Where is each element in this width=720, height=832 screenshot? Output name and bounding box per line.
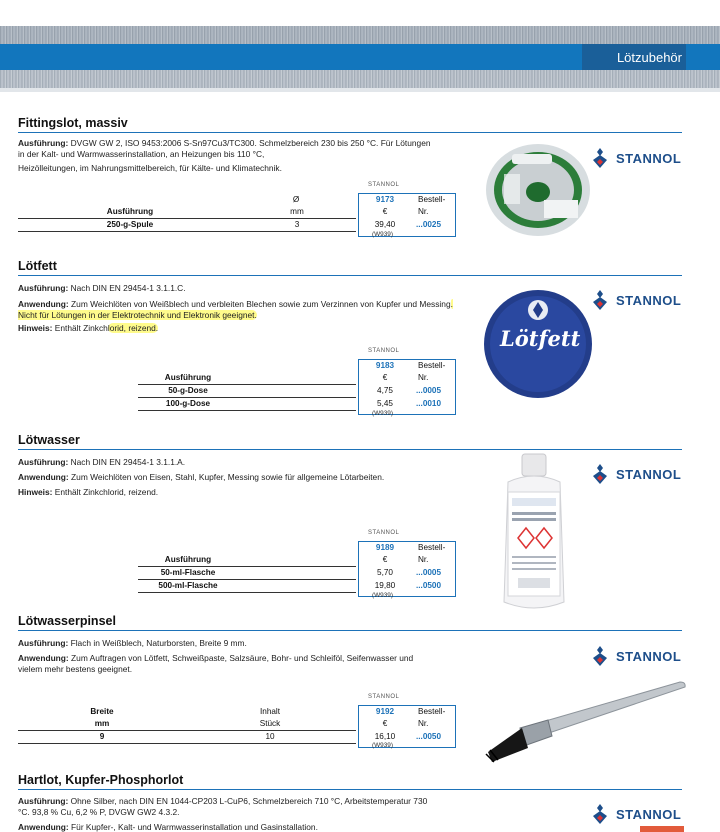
- table-row: [0, 567, 460, 579]
- label-anwendung: Anwendung:: [18, 472, 69, 482]
- hinweis-text: Enthält Zinkchlorid, reizend.: [54, 487, 159, 497]
- row-order-number[interactable]: ...0005: [416, 386, 442, 395]
- row-name: 250-g-Spule: [106, 220, 154, 229]
- section-title: Lötwasser: [18, 433, 682, 450]
- brand-small-logo: STANNOL: [368, 182, 400, 188]
- ausfuehrung-text: Ohne Silber, nach DIN EN 1044-CP203 L-CuP6, Schmelzbereich 710 °C, Arbeitstemperatur 730 °C. 93,8 % Cu, 6,2 % P, DVGW GW2 4.3.2.: [18, 796, 428, 817]
- row-mm: 3: [294, 220, 300, 229]
- brand-small-logo: STANNOL: [368, 348, 400, 354]
- col-euro: €: [382, 555, 388, 564]
- anwendung-text: Zum Weichlöten von Weißblech und verbleiten Blechen sowie zum Verzinnen von Kupfer und Messing: [71, 299, 451, 309]
- section-title: Lötwasserpinsel: [18, 614, 682, 631]
- anwendung-line: [18, 653, 438, 675]
- section-title: Fittingslot, massiv: [18, 116, 682, 133]
- col-euro: €: [382, 207, 388, 216]
- col-mm: mm: [290, 207, 304, 216]
- category-bar: [0, 44, 720, 70]
- highlighted-text: . Nicht für Lötungen in der Elektrotechnik und Elektronik geeignet.: [18, 299, 453, 320]
- w939-note: (W939): [372, 231, 393, 238]
- label-ausfuehrung: Ausführung:: [18, 457, 69, 467]
- row-order-number[interactable]: ...0500: [416, 581, 442, 590]
- ausfuehrung-text: Nach DIN EN 29454-1 3.1.1.C.: [70, 283, 186, 293]
- col-ausfuehrung: Ausführung: [164, 555, 212, 564]
- hinweis-line: [18, 323, 438, 334]
- col-mm: mm: [94, 719, 110, 728]
- row-order-number[interactable]: ...0025: [416, 220, 442, 229]
- col-euro: €: [382, 719, 388, 728]
- stannol-flame-icon: [590, 804, 610, 824]
- brand-small-logo: STANNOL: [368, 530, 400, 536]
- loetwasser-bottle-image: [494, 452, 574, 616]
- label-ausfuehrung: Ausführung:: [18, 283, 69, 293]
- col-stueck: Stück: [259, 719, 281, 728]
- w939-note: (W939): [372, 742, 393, 749]
- brand-name: STANNOL: [616, 648, 682, 664]
- row-price: 5,70: [377, 568, 393, 577]
- row-price: 19,80: [374, 581, 396, 590]
- stannol-logo: [590, 464, 681, 484]
- highlighted-hinweis: lorid, reizend.: [107, 323, 159, 333]
- section-title: Lötfett: [18, 259, 682, 276]
- brand-name: STANNOL: [616, 292, 682, 308]
- section-loetwasser: [18, 433, 682, 498]
- product-code: 9173: [375, 195, 395, 204]
- row-name: 50-g-Dose: [168, 386, 208, 395]
- solder-spool-image: [482, 140, 594, 240]
- stannol-logo: [590, 646, 681, 666]
- row-inhalt: 10: [265, 732, 275, 741]
- col-nr: Nr.: [418, 719, 429, 728]
- stannol-flame-icon: [590, 464, 610, 484]
- col-bestell: Bestell-: [418, 361, 446, 370]
- section-description: [18, 138, 438, 160]
- col-nr: Nr.: [418, 373, 429, 382]
- hinweis-text: Enthält Zinkch: [54, 323, 108, 333]
- brand-name: STANNOL: [616, 806, 682, 822]
- w939-note: (W939): [372, 410, 393, 417]
- row-name: 100-g-Dose: [165, 399, 211, 408]
- label-ausfuehrung: Ausführung:: [18, 796, 69, 806]
- orange-product-edge: [640, 826, 684, 832]
- stannol-logo: [590, 804, 681, 824]
- row-order-number[interactable]: ...0050: [416, 732, 442, 741]
- table-row: [0, 580, 460, 592]
- label-anwendung: Anwendung:: [18, 299, 69, 309]
- ausfuehrung-line: [18, 796, 438, 818]
- section-title: Hartlot, Kupfer-Phosphorlot: [18, 773, 682, 790]
- brand-name: STANNOL: [616, 466, 682, 482]
- table-loetfett: [0, 344, 460, 420]
- ausfuehrung-text: Flach in Weißblech, Naturborsten, Breite 9 mm.: [70, 638, 247, 648]
- col-bestell: Bestell-: [418, 707, 446, 716]
- section-extra: Heizölleitungen, im Nahrungsmittelbereich, für Kälte- und Klimatechnik.: [18, 163, 282, 173]
- col-bestell: Bestell-: [418, 195, 446, 204]
- anwendung-text: Zum Weichlöten von Eisen, Stahl, Kupfer, Messing sowie für allgemeine Lötarbeiten.: [71, 472, 385, 482]
- table-row: [0, 398, 460, 410]
- label-anwendung: Anwendung:: [18, 822, 69, 832]
- row-price: 4,75: [377, 386, 393, 395]
- row-price: 5,45: [377, 399, 393, 408]
- brush-image: [482, 676, 688, 764]
- row-order-number[interactable]: ...0010: [416, 399, 442, 408]
- anwendung-line: [18, 822, 438, 832]
- anwendung-line: [18, 299, 458, 321]
- row-name: 50-ml-Flasche: [160, 568, 216, 577]
- table-row: [0, 385, 460, 397]
- label-anwendung: Anwendung:: [18, 653, 69, 663]
- col-nr: Nr.: [418, 555, 429, 564]
- anwendung-text: Zum Auftragen von Lötfett, Schweißpaste, Salzsäure, Bohr- und Schleiföl, Seifenwasser und vielem mehr bestens geeignet.: [18, 653, 414, 674]
- hinweis-line: [18, 487, 438, 498]
- table-fittingslot: [0, 178, 460, 240]
- ausfuehrung-text: DVGW GW 2, ISO 9453:2006 S-Sn97Cu3/TC300. Schmelzbereich 230 bis 250 °C. Für Lötungen in der Kalt- und Warmwasserinstallation, an Heizungen bis 110 °C,: [18, 138, 431, 159]
- col-dia: Ø: [292, 195, 300, 204]
- row-breite: 9: [99, 732, 105, 741]
- header-stripe: [0, 26, 720, 44]
- col-nr: Nr.: [418, 207, 429, 216]
- label-ausfuehrung: Ausführung:: [18, 138, 69, 148]
- ausfuehrung-text: Nach DIN EN 29454-1 3.1.1.A.: [70, 457, 186, 467]
- row-price: 39,40: [374, 220, 396, 229]
- header-fade: [0, 88, 720, 92]
- row-price: 16,10: [374, 732, 396, 741]
- row-name: 500-ml-Flasche: [158, 581, 218, 590]
- ausfuehrung-line: [18, 457, 438, 468]
- label-hinweis: Hinweis:: [18, 487, 53, 497]
- ausfuehrung-line: [18, 283, 438, 294]
- stannol-logo: [590, 148, 681, 168]
- stannol-flame-icon: [590, 646, 610, 666]
- table-loetwasserpinsel: [0, 690, 460, 754]
- tin-label: Lötfett: [500, 326, 581, 351]
- anwendung-text: Für Kupfer-, Kalt- und Warmwasserinstallation und Gasinstallation.: [71, 822, 318, 832]
- col-euro: €: [382, 373, 388, 382]
- ausfuehrung-line: [18, 638, 438, 649]
- col-bestell: Bestell-: [418, 543, 446, 552]
- product-code: 9189: [375, 543, 395, 552]
- section-hartlot: [18, 773, 682, 832]
- table-row: [0, 219, 460, 231]
- label-hinweis: Hinweis:: [18, 323, 53, 333]
- col-ausfuehrung: Ausführung: [164, 373, 212, 382]
- col-breite: Breite: [90, 707, 114, 716]
- section-loetwasserpinsel: [18, 614, 682, 675]
- label-ausfuehrung: Ausführung:: [18, 638, 69, 648]
- table-loetwasser: [0, 526, 460, 602]
- brand-small-logo: STANNOL: [368, 694, 400, 700]
- product-code: 9192: [375, 707, 395, 716]
- row-order-number[interactable]: ...0005: [416, 568, 442, 577]
- anwendung-line: [18, 472, 438, 483]
- product-code: 9183: [375, 361, 395, 370]
- stannol-logo: [590, 290, 681, 310]
- brand-name: STANNOL: [616, 150, 682, 166]
- col-inhalt: Inhalt: [259, 707, 281, 716]
- category-title: Lötzubehör: [616, 50, 682, 65]
- w939-note: (W939): [372, 592, 393, 599]
- page-top: [0, 0, 720, 26]
- col-ausfuehrung: Ausführung: [106, 207, 154, 216]
- header-stripe-lower: [0, 70, 720, 88]
